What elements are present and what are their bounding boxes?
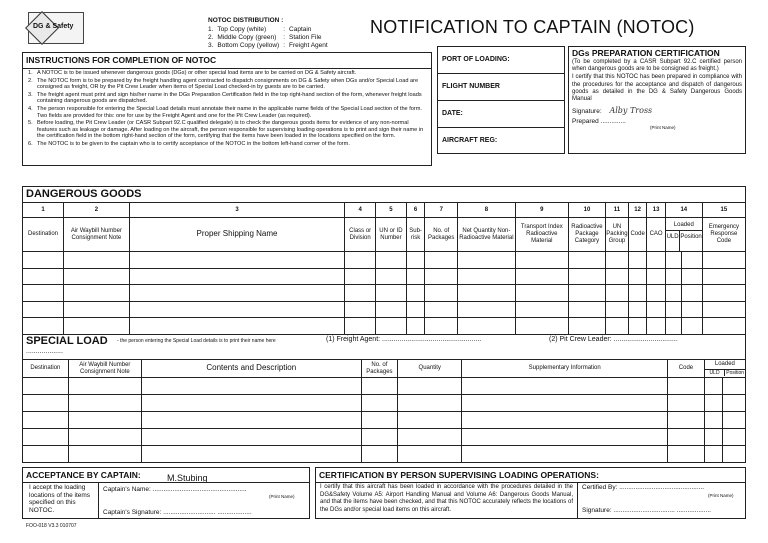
table-cell[interactable]: [569, 301, 606, 318]
table-cell[interactable]: [23, 252, 64, 269]
table-cell[interactable]: [345, 318, 376, 335]
distribution-to: Captain: [289, 25, 312, 33]
table-cell[interactable]: [682, 268, 703, 285]
table-cell[interactable]: [141, 429, 361, 446]
distribution-sep: :: [283, 25, 286, 33]
table-cell[interactable]: [458, 285, 515, 302]
instructions-list: [23, 69, 431, 148]
table-cell[interactable]: [23, 318, 64, 335]
distribution-n: 2.: [208, 33, 214, 41]
sl-column-header: Destination: [23, 360, 69, 378]
table-row: [23, 412, 746, 429]
dg-column-number: 13: [647, 203, 665, 218]
captain-fields: [99, 482, 309, 519]
table-cell[interactable]: [647, 252, 665, 269]
instruction-text: The NOTOC form is to be prepared by the freight handling agent contracted to dispatch consignments on DG & Safety when DGs and/or Special Load are consigned as freight, OR by the Pit Crew Leader when items of Special Load checked-in by guests are to be carried.: [37, 77, 419, 91]
certification-scope: (To be completed by a CASR Subpart 92.C certified person when dangerous goods are to be consigned as freight.): [572, 59, 742, 73]
table-cell[interactable]: [647, 285, 665, 302]
sl-column-header: Quantity: [398, 360, 462, 378]
table-cell[interactable]: [665, 301, 681, 318]
instructions-box: [22, 52, 432, 166]
logo-text: DG & Safety: [33, 23, 74, 30]
aircraft-reg-field[interactable]: AIRCRAFT REG:: [442, 137, 498, 144]
instruction-number: 2.: [28, 77, 33, 84]
instruction-number: 1.: [28, 70, 33, 76]
dg-column-number: 5: [376, 203, 407, 218]
instruction-item: [28, 70, 427, 77]
instruction-text: Before loading, the Pit Crew Leader (or CASR Subpart 92.C qualified delegate) is to check the dangerous goods items for evidence of any non-normal features such as leakage or damage. After loading on the aircraft, the person responsible for supervising loading operations is to print and sign their name in the certification field in the bottom right-hand section of the form, certifying that the items have been loaded in the locations specified on the form.: [37, 120, 424, 140]
table-cell[interactable]: [515, 318, 568, 335]
table-cell[interactable]: [458, 252, 515, 269]
table-cell[interactable]: [665, 252, 681, 269]
table-row: [23, 378, 746, 395]
table-cell[interactable]: [682, 318, 703, 335]
dg-column-header: [665, 218, 702, 252]
table-cell[interactable]: [569, 252, 606, 269]
instructions-heading: INSTRUCTIONS FOR COMPLETION OF NOTOC: [23, 53, 431, 69]
dg-column-header: Class or Division: [345, 218, 376, 252]
table-cell[interactable]: [406, 252, 424, 269]
table-row: [23, 318, 746, 335]
table-cell[interactable]: [361, 412, 398, 429]
supervisor-statement: I certify that this aircraft has been loaded in accordance with the procedures detailed in the DG&Safety Volume A5: Airport Handling Manual and Volume A6: Dangerous Goods Manual, and that the items have been checked, and that this NOTOC accurately reflects the locations of the DGs and/or special load items on this aircraft.: [316, 482, 578, 519]
sl-loaded-label: Loaded: [705, 361, 745, 370]
flight-details-box: [437, 46, 565, 154]
acceptance-heading: ACCEPTANCE BY CAPTAIN:: [26, 470, 141, 480]
table-cell[interactable]: [628, 301, 646, 318]
table-row: [23, 268, 746, 285]
table-row: [23, 301, 746, 318]
dg-column-number: 8: [458, 203, 515, 218]
table-cell[interactable]: [458, 268, 515, 285]
table-cell[interactable]: [647, 268, 665, 285]
dg-column-number: 11: [605, 203, 628, 218]
table-cell[interactable]: [64, 268, 130, 285]
table-cell[interactable]: [668, 412, 705, 429]
dg-column-number: 14: [665, 203, 702, 218]
table-cell[interactable]: [515, 268, 568, 285]
distribution-to: Station File: [289, 33, 322, 41]
table-cell[interactable]: [723, 395, 746, 412]
table-cell[interactable]: [376, 252, 407, 269]
table-cell[interactable]: [425, 318, 458, 335]
instruction-text: A NOTOC is to be issued whenever dangerous goods (DGs) or other special load items are to be carried on DG & Safety aircraft.: [37, 70, 357, 76]
table-cell[interactable]: [23, 429, 69, 446]
sl-column-header: [704, 360, 745, 378]
table-cell[interactable]: [376, 268, 407, 285]
table-cell[interactable]: [702, 268, 745, 285]
special-load-header: [22, 334, 746, 359]
table-cell[interactable]: [398, 429, 462, 446]
table-cell[interactable]: [682, 252, 703, 269]
table-cell[interactable]: [345, 285, 376, 302]
table-cell[interactable]: [704, 378, 722, 395]
table-cell[interactable]: [425, 268, 458, 285]
dg-column-number: 1: [23, 203, 64, 218]
dg-header-row: [23, 218, 746, 252]
signature-value: Alby Tross: [609, 106, 653, 116]
table-cell[interactable]: [569, 318, 606, 335]
sl-column-header: Supplementary Information: [462, 360, 668, 378]
sl-column-header: Air Waybill Number Consignment Note: [68, 360, 141, 378]
table-cell[interactable]: [23, 395, 69, 412]
supervisor-print-name-label: (Print Name): [708, 493, 734, 498]
table-cell[interactable]: [68, 378, 141, 395]
table-cell[interactable]: [406, 318, 424, 335]
freight-agent-field[interactable]: (1) Freight Agent: ...................................................: [326, 336, 482, 343]
table-cell[interactable]: [141, 378, 361, 395]
table-cell[interactable]: [668, 395, 705, 412]
distribution-row: [208, 26, 332, 34]
pit-crew-leader-field[interactable]: (2) Pit Crew Leader: .................................: [549, 336, 678, 343]
table-cell[interactable]: [515, 301, 568, 318]
table-cell[interactable]: [605, 285, 628, 302]
sl-loaded-sub: Position: [726, 369, 745, 376]
table-cell[interactable]: [129, 301, 345, 318]
captain-signature-field[interactable]: Captain's Signature: ............................. ...................: [103, 509, 252, 516]
dg-column-header: Emergency Response Code: [702, 218, 745, 252]
table-cell[interactable]: [515, 252, 568, 269]
dg-number-row: [23, 203, 746, 218]
distribution-n: 1.: [208, 25, 214, 33]
dg-column-number: 6: [406, 203, 424, 218]
captain-name-field[interactable]: Captain's Name: ....................................................: [103, 486, 247, 493]
instruction-number: 3.: [28, 91, 33, 98]
table-cell[interactable]: [361, 446, 398, 463]
form-reference: FOO-018 V3.3 010707: [26, 523, 77, 529]
dangerous-goods-heading: DANGEROUS GOODS: [22, 186, 746, 202]
supervisor-signature-field[interactable]: Signature: .................................. ...................: [582, 507, 711, 514]
table-cell[interactable]: [458, 318, 515, 335]
dangerous-goods-table: [22, 202, 746, 335]
table-cell[interactable]: [704, 412, 722, 429]
sl-header-row: [23, 360, 746, 378]
dg-loaded-sub: ULD: [666, 231, 681, 251]
table-row: [23, 285, 746, 302]
table-cell[interactable]: [605, 268, 628, 285]
table-cell[interactable]: [605, 301, 628, 318]
dg-loaded-label: Loaded: [666, 219, 702, 231]
table-cell[interactable]: [628, 252, 646, 269]
date-field[interactable]: DATE:: [438, 101, 564, 128]
table-cell[interactable]: [398, 395, 462, 412]
table-cell[interactable]: [376, 318, 407, 335]
table-row: [23, 429, 746, 446]
instruction-number: 5.: [28, 120, 33, 127]
table-cell[interactable]: [462, 395, 668, 412]
company-logo: [28, 12, 84, 44]
distribution-copy: Top Copy (white): [217, 25, 267, 33]
table-cell[interactable]: [665, 268, 681, 285]
dg-column-header: No. of Packages: [425, 218, 458, 252]
table-cell[interactable]: [376, 301, 407, 318]
table-cell[interactable]: [628, 318, 646, 335]
certified-by-field[interactable]: Certified By: ...............................................: [582, 484, 705, 491]
table-cell[interactable]: [605, 252, 628, 269]
distribution-copy: Middle Copy (green): [217, 33, 277, 41]
certification-statement: I certify that this NOTOC has been prepared in compliance with the procedures for the acceptance and dispatch of dangerous goods as detailed in the DG & Safety Dangerous Goods Manual: [572, 74, 742, 103]
table-cell[interactable]: [406, 285, 424, 302]
loading-supervisor-certification: [315, 467, 746, 519]
table-row: [23, 252, 746, 269]
dg-loaded-sub: Position: [680, 233, 702, 240]
table-cell[interactable]: [23, 268, 64, 285]
table-row: [23, 395, 746, 412]
table-cell[interactable]: [361, 378, 398, 395]
distribution-row: [208, 42, 332, 50]
table-cell[interactable]: [23, 446, 69, 463]
captain-print-name-label: (Print Name): [269, 494, 295, 499]
dg-column-header: Sub-risk: [406, 218, 424, 252]
table-cell[interactable]: [668, 429, 705, 446]
table-cell[interactable]: [64, 285, 130, 302]
table-cell[interactable]: [129, 318, 345, 335]
instruction-item: [28, 92, 427, 105]
table-cell[interactable]: [569, 268, 606, 285]
table-cell[interactable]: [647, 301, 665, 318]
dg-column-number: 15: [702, 203, 745, 218]
table-cell[interactable]: [682, 285, 703, 302]
captain-name-value: M.Stubing: [167, 473, 208, 483]
special-load-dots: ...................: [26, 348, 63, 355]
notoc-distribution: [208, 17, 332, 50]
table-cell[interactable]: [398, 446, 462, 463]
certification-heading: DGs PREPARATION CERTIFICATION: [572, 48, 720, 58]
table-cell[interactable]: [704, 395, 722, 412]
table-cell[interactable]: [129, 268, 345, 285]
table-cell[interactable]: [462, 412, 668, 429]
signature-label: Signature:: [572, 108, 602, 116]
table-cell[interactable]: [458, 301, 515, 318]
flight-number-field[interactable]: FLIGHT NUMBER: [438, 74, 564, 101]
dg-column-header: UN or ID Number: [376, 218, 407, 252]
port-of-loading-field[interactable]: PORT OF LOADING:: [438, 47, 564, 74]
distribution-row: [208, 34, 332, 42]
dg-column-number: 2: [64, 203, 130, 218]
table-cell[interactable]: [64, 318, 130, 335]
table-cell[interactable]: [723, 412, 746, 429]
special-load-note: - the person entering the Special Load details is to print their name here: [117, 338, 276, 344]
table-cell[interactable]: [702, 252, 745, 269]
dg-column-number: 3: [129, 203, 345, 218]
sl-column-header: Contents and Description: [141, 360, 361, 378]
table-cell[interactable]: [141, 412, 361, 429]
instruction-text: The person responsible for entering the Special Load details must annotate their name in the applicable name fields of the Special Load section of the form. Two fields are provided for this: one for use by the Freight Agent and one for the Pit Crew Leader (as required).: [37, 105, 422, 119]
table-cell[interactable]: [605, 318, 628, 335]
dg-column-header: Air Waybill Number Consignment Note: [64, 218, 130, 252]
table-cell[interactable]: [647, 318, 665, 335]
table-cell[interactable]: [68, 395, 141, 412]
dg-column-header: Transport Index Radioactive Material: [515, 218, 568, 252]
table-cell[interactable]: [68, 412, 141, 429]
instruction-number: 4.: [28, 105, 33, 112]
dg-column-number: 7: [425, 203, 458, 218]
dg-column-header: UN Packing Group: [605, 218, 628, 252]
table-cell[interactable]: [462, 378, 668, 395]
table-cell[interactable]: [376, 285, 407, 302]
table-cell[interactable]: [129, 285, 345, 302]
dg-column-header: Radioactive Package Category: [569, 218, 606, 252]
table-cell[interactable]: [702, 318, 745, 335]
print-name-label: (Print Name): [650, 125, 676, 131]
signature-row[interactable]: [572, 106, 742, 115]
table-cell[interactable]: [345, 268, 376, 285]
table-cell[interactable]: [361, 429, 398, 446]
table-cell[interactable]: [68, 446, 141, 463]
dg-column-number: 9: [515, 203, 568, 218]
table-cell[interactable]: [569, 285, 606, 302]
table-cell[interactable]: [425, 252, 458, 269]
table-cell[interactable]: [723, 429, 746, 446]
special-load-table: [22, 359, 746, 463]
supervisor-heading: CERTIFICATION BY PERSON SUPERVISING LOADING OPERATIONS:: [319, 470, 599, 480]
table-cell[interactable]: [129, 252, 345, 269]
table-cell[interactable]: [628, 285, 646, 302]
table-cell[interactable]: [628, 268, 646, 285]
acceptance-by-captain: [22, 467, 310, 519]
table-cell[interactable]: [665, 318, 681, 335]
table-cell[interactable]: [682, 301, 703, 318]
table-cell[interactable]: [141, 446, 361, 463]
table-cell[interactable]: [398, 378, 462, 395]
distribution-title: NOTOC DISTRIBUTION :: [208, 17, 284, 24]
dg-column-number: 12: [628, 203, 646, 218]
instruction-item: [28, 78, 427, 91]
instruction-item: [28, 106, 427, 119]
acceptance-statement: I accept the loading locations of the items specified on this NOTOC.: [23, 482, 99, 519]
dg-column-header: Proper Shipping Name: [129, 218, 345, 252]
table-cell[interactable]: [345, 301, 376, 318]
distribution-sep: :: [283, 33, 286, 41]
table-cell[interactable]: [702, 301, 745, 318]
table-cell[interactable]: [723, 378, 746, 395]
sl-loaded-sub: ULD: [705, 370, 726, 377]
table-cell[interactable]: [23, 412, 69, 429]
table-cell[interactable]: [406, 268, 424, 285]
table-cell[interactable]: [64, 301, 130, 318]
instruction-item: [28, 120, 427, 140]
table-cell[interactable]: [515, 285, 568, 302]
table-cell[interactable]: [141, 395, 361, 412]
prepared-row[interactable]: Prepared ..............: [572, 118, 626, 126]
table-row: [23, 446, 746, 463]
supervisor-fields: [578, 482, 745, 519]
dg-preparation-certification: [568, 46, 746, 154]
distribution-copy: Bottom Copy (yellow): [217, 41, 280, 49]
table-cell[interactable]: [23, 378, 69, 395]
table-cell[interactable]: [704, 429, 722, 446]
dg-column-header: Code: [628, 218, 646, 252]
table-cell[interactable]: [361, 395, 398, 412]
table-cell[interactable]: [398, 412, 462, 429]
table-cell[interactable]: [668, 378, 705, 395]
table-cell[interactable]: [23, 285, 64, 302]
distribution-to: Freight Agent: [289, 41, 328, 49]
distribution-sep: :: [283, 41, 286, 49]
table-cell[interactable]: [425, 285, 458, 302]
table-cell[interactable]: [406, 301, 424, 318]
table-cell[interactable]: [704, 446, 722, 463]
table-cell[interactable]: [702, 285, 745, 302]
special-load-heading: SPECIAL LOAD: [26, 335, 108, 347]
dg-column-number: 4: [345, 203, 376, 218]
table-cell[interactable]: [462, 446, 668, 463]
instruction-number: 6.: [28, 140, 33, 147]
table-cell[interactable]: [68, 429, 141, 446]
distribution-n: 3.: [208, 41, 214, 49]
instruction-item: [28, 141, 427, 148]
dg-column-header: Net Quantity Non-Radioactive Material: [458, 218, 515, 252]
dg-column-number: 10: [569, 203, 606, 218]
table-cell[interactable]: [665, 285, 681, 302]
table-cell[interactable]: [425, 301, 458, 318]
sl-column-header: No. of Packages: [361, 360, 398, 378]
distribution-table: [208, 26, 332, 50]
dg-column-header: CAO: [647, 218, 665, 252]
instruction-text: The freight agent must print and sign his/her name in the DGs Preparation Certification field in the top right-hand section of the form, whenever freight loads containing dangerous goods are dispatched.: [37, 91, 422, 105]
table-cell[interactable]: [723, 446, 746, 463]
table-cell[interactable]: [64, 252, 130, 269]
page-title: NOTIFICATION TO CAPTAIN (NOTOC): [370, 17, 695, 37]
table-cell[interactable]: [462, 429, 668, 446]
table-cell[interactable]: [345, 252, 376, 269]
dg-column-header: Destination: [23, 218, 64, 252]
sl-column-header: Code: [668, 360, 705, 378]
table-cell[interactable]: [668, 446, 705, 463]
instruction-text: The NOTOC is to be given to the captain who is to certify acceptance of the NOTOC in the bottom left-hand corner of the form.: [37, 140, 350, 147]
table-cell[interactable]: [23, 301, 64, 318]
